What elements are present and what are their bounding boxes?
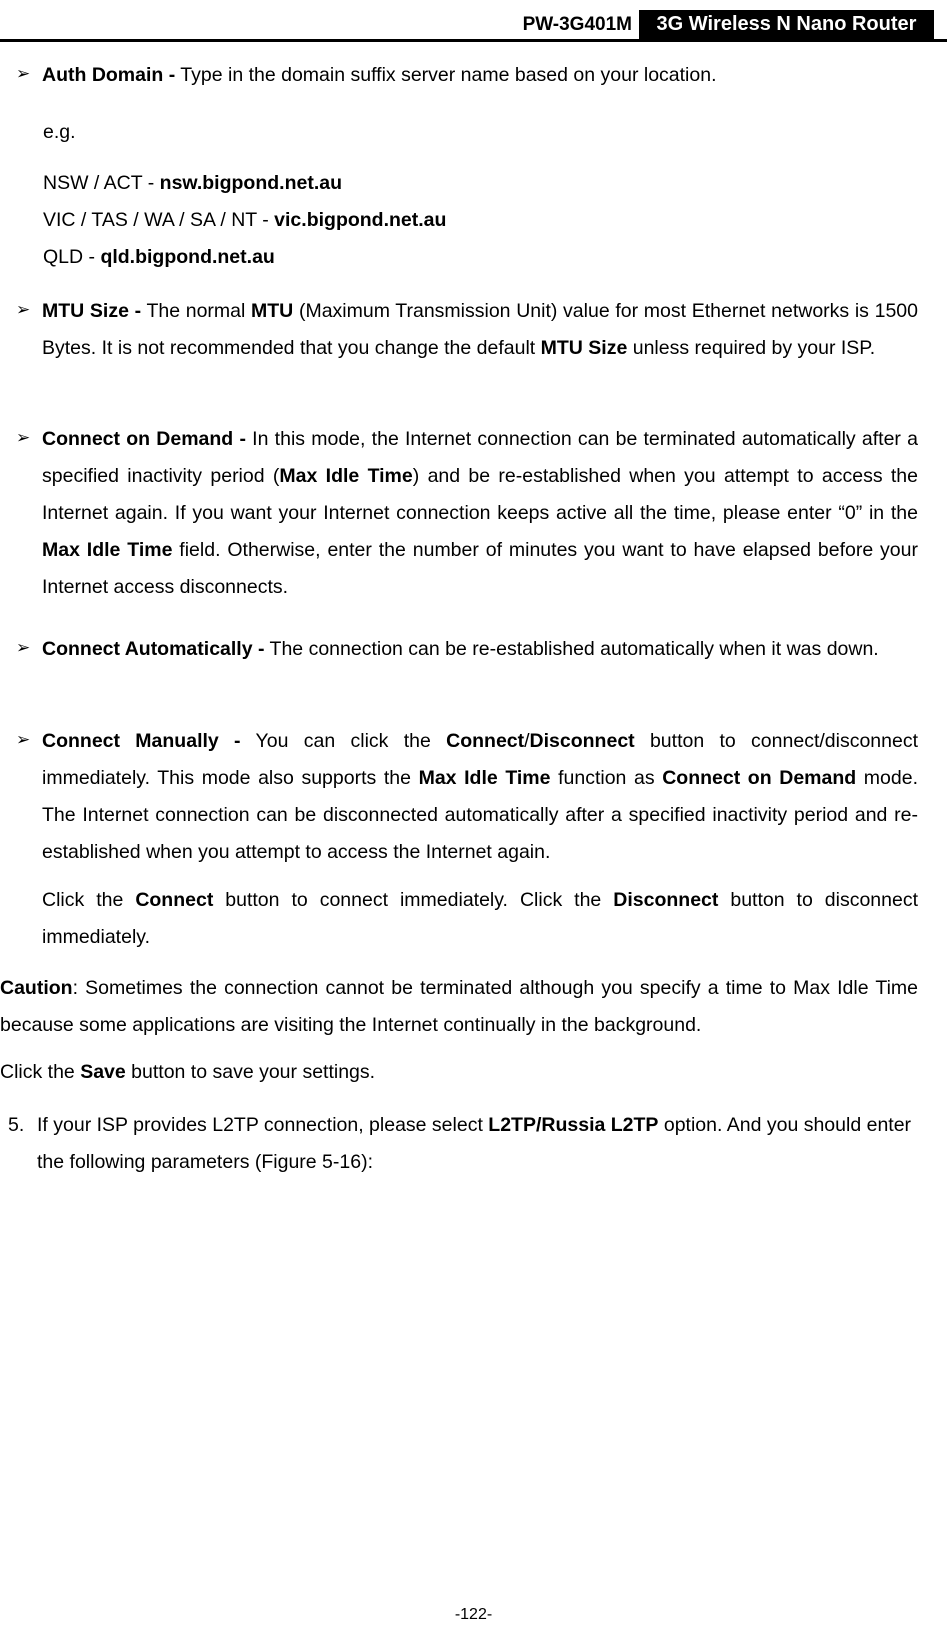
step-number: 5. <box>8 1114 25 1136</box>
page-header <box>0 0 947 42</box>
bullet-icon: ➢ <box>16 730 31 749</box>
connect-on-demand-paragraph: Connect on Demand - In this mode, the Internet connection can be terminated automatically after a specified inactivity period (Max Idle Time) and be re-established when you attempt to access the Internet again. If you want your Internet connection keeps active all the time, please enter “0” in the Max Idle Time field. Otherwise, enter the number of minutes you want to have elapsed before your Internet access disconnects. <box>42 428 918 598</box>
bullet-icon: ➢ <box>16 300 31 319</box>
click-connect-paragraph: Click the Connect button to connect immediately. Click the Disconnect button to disconnect immediately. <box>42 889 918 948</box>
auth-domain-paragraph: Auth Domain - Type in the domain suffix server name based on your location. <box>42 64 717 86</box>
bullet-icon: ➢ <box>16 638 31 657</box>
connect-automatically-paragraph: Connect Automatically - The connection can be re-established automatically when it was down. <box>42 638 879 660</box>
domain-row: VIC / TAS / WA / SA / NT - vic.bigpond.net.au <box>43 209 447 231</box>
domain-row: QLD - qld.bigpond.net.au <box>43 246 275 268</box>
step5-paragraph: If your ISP provides L2TP connection, please select L2TP/Russia L2TP option. And you should enter the following parameters (Figure 5-16): <box>37 1114 912 1173</box>
bullet-icon: ➢ <box>16 64 31 83</box>
model-name: PW-3G401M <box>522 14 632 35</box>
connect-manually-paragraph: Connect Manually - You can click the Connect/Disconnect button to connect/disconnect immediately. This mode also supports the Max Idle Time function as Connect on Demand mode. The Internet connection can be disconnected automatically after a specified inactivity period and re-established when you attempt to access the Internet again. <box>42 730 918 863</box>
bullet-icon: ➢ <box>16 428 31 447</box>
domain-row: NSW / ACT - nsw.bigpond.net.au <box>43 172 343 194</box>
eg-label: e.g. <box>43 121 76 143</box>
term: Auth Domain - <box>42 64 176 86</box>
page-number: -122- <box>454 1606 493 1623</box>
mtu-paragraph: MTU Size - The normal MTU (Maximum Transmission Unit) value for most Ethernet networks is 1500 Bytes. It is not recommended that you change the default MTU Size unless required by your ISP. <box>42 300 918 359</box>
header-rule <box>0 39 947 42</box>
save-paragraph: Click the Save button to save your settings. <box>0 1061 376 1083</box>
product-name: 3G Wireless N Nano Router <box>639 10 934 39</box>
caution-paragraph: Caution: Sometimes the connection cannot be terminated although you specify a time to Max Idle Time because some applications are visiting the Internet continually in the background. <box>0 977 918 1036</box>
